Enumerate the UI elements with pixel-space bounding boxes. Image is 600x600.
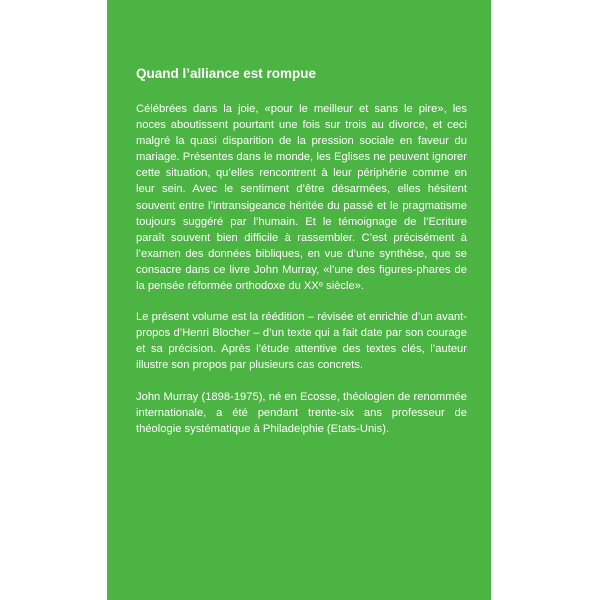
book-back-cover <box>107 0 491 600</box>
blurb-paragraph-1: Célébrées dans la joie, «pour le meilleur et sans le pire», les noces aboutissent pourtant une fois sur trois au divorce, et ceci malgré la quasi disparition de la pression sociale en faveur du mariage. Présentes dans le monde, les Eglises ne peuvent ignorer cette situation, qu’elles rencontrent à leur périphérie comme en leur sein. Avec le sentiment d’être désarmées, elles hésitent souvent entre l’intransigeance héritée du passé et le pragmatisme toujours suggéré par l’humain. Et le témoignage de l’Ecriture paraît souvent bien difficile à rassembler. C’est précisément à l’examen des données bibliques, en vue d’une synthèse, que se consacre dans ce livre John Murray, «l’une des figures-phares de la pensée réformée orthodoxe du XXᵉ siècle». <box>136 103 467 293</box>
book-title: Quand l’alliance est rompue <box>136 66 317 81</box>
author-bio-paragraph: John Murray (1898-1975), né en Ecosse, théologien de renommée internationale, a été pendant trente-six ans professeur de théologie systématique à Philadelphie (Etats-Unis). <box>136 390 467 435</box>
blurb-paragraph-2: Le présent volume est la réédition – révisée et enrichie d’un avant-propos d’Henri Blocher – d’un texte qui a fait date par son courage et sa précision. Après l’étude attentive des textes clés, l’auteur illustre son propos par plusieurs cas concrets. <box>136 311 467 372</box>
